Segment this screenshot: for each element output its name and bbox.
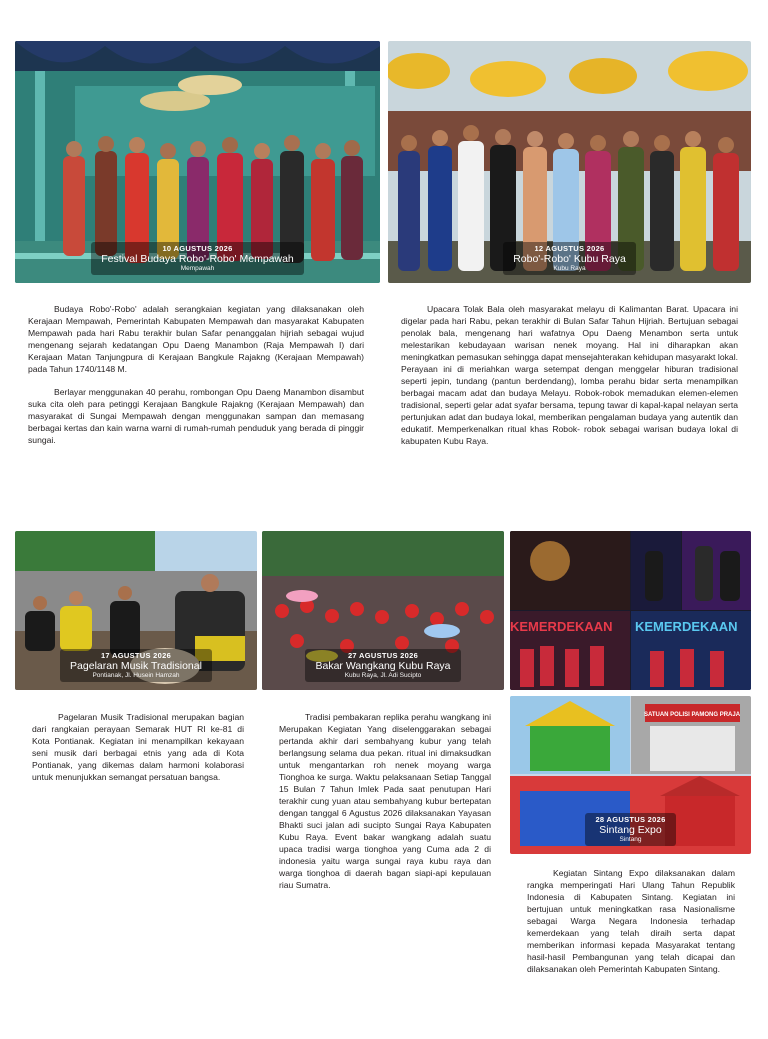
caption-date: 28 AGUSTUS 2026 [595,814,666,824]
article-mempawah [28,303,364,446]
article-bakar-wangkang [279,711,491,891]
photo-caption [510,813,751,846]
photo-caption [15,649,257,682]
caption-date: 10 AGUSTUS 2026 [162,243,233,253]
photo-pagelaran-musik [15,531,257,690]
caption-location: Sintang [619,836,642,843]
caption-location: Pontianak, Jl. Husein Hamzah [92,672,180,679]
caption-date: 17 AGUSTUS 2026 [100,650,172,660]
paragraph: Berlayar menggunakan 40 perahu, rombongan Opu Daeng Manambon disambut suka cita oleh para petinggi Kerajaan Bangkule Rajakng (Kerajaan Mempawah) dan masyarakat di Sungai Mempawah dengan menggunakan sampan dan memasang berbagai kertas dan kain warna warni di rumah-rumah penduduk yang berada di pinggir sungai. [28,387,364,445]
photo-sintang-expo [510,696,751,854]
caption-date: 27 AGUSTUS 2026 [347,650,419,660]
caption-title: Sintang Expo [599,823,662,836]
caption-location: Kubu Raya, Jl. Adi Sucipto [344,672,422,679]
caption-title: Pagelaran Musik Tradisional [70,659,202,672]
photo-caption [388,242,751,275]
photo-caption [15,242,380,275]
photo-concert-collage [510,531,751,690]
photo-robo-robo-mempawah [15,41,380,283]
photo-concert-illustration [510,531,751,690]
paragraph: Pagelaran Musik Tradisional merupakan bagian dari rangkaian perayaan Semarak HUT RI ke-81 di Kota Pontianak. Kegiatan ini menampilkan kekayaan seni musik dari berbagai etnis yang ada di Kota Pontianak, yang dikemas dalam harmoni kolaborasi untuk menunjukkan semangat persatuan bangsa. [32,712,244,782]
article-sintang-expo [527,867,735,975]
concert-banner-text-1: KEMERDEKAAN [510,619,613,634]
paragraph: Kegiatan Sintang Expo dilaksanakan dalam rangka memperingati Hari Ulang Tahun Republik Indonesia di Kabupaten Sintang. Kegiatan ini bertujuan untuk meningkatkan rasa Nasionalisme sebagai Warga Negara Indonesia terhadap kemerdekaan yang telah diraih serta dapat memberikan informasi kepada Masyarakat tentang hasil-hasil Pembangunan yang telah dicapai dan dilaksanakan oleh Pemerintah Kabupaten Sintang. [527,868,735,974]
paragraph: Budaya Robo'-Robo' adalah serangkaian kegiatan yang dilaksanakan oleh Kerajaan Mempawah, Pemerintah Kabupaten Mempawah dan masyarakat Kabupaten Mempawah pada hari Rabu terakhir bulan Safar penanggalan hijriah sebagai wujud mengenang sejarah kedatangan Opu Daeng Manambon (Raja Mempawah I) dari Kerajaan Matan Tanjungpura di Kerajaan Bangkule Rajakng (Kerajaan Mempawah) pada Tahun 1740/1148 M. [28,304,364,374]
caption-title: Festival Budaya Robo'-Robo' Mempawah [101,252,294,265]
photo-bakar-wangkang [262,531,504,690]
concert-banner-text-2: KEMERDEKAAN [635,619,738,634]
caption-title: Robo'-Robo' Kubu Raya [513,252,626,265]
article-pagelaran-musik [32,711,244,783]
caption-location: Mempawah [180,265,215,272]
caption-date: 12 AGUSTUS 2026 [534,243,605,253]
paragraph: Upacara Tolak Bala oleh masyarakat melayu di Kalimantan Barat. Upacara ini digelar pada hari Rabu, pekan terakhir di Bulan Safar Tahun Hijriah. Bertujuan sebagai penolak bala, mengenang hari wafatnya Opu Daeng Menambon serta untuk melestarikan kebudayaan warisan nenek moyang. Hal ini diharapkan akan meningkatkan pemasukan sehingga dapat mensejahterakan kehidupan masyarakt lokal. Perayaan ini di meriahkan warga setempat dengan menggelar hiburan tradisional seperti jepin, tundang (pantun berdendang), lomba perahu bidar serta menampilkan berbagai macam adat dan budaya Melayu. Robok-robok memadukan elemen-elemen tradisional, seperti gelar adat syafar bersama, tepung tawar di kapal-kapal nelayan serta pertunjukan adat dan budaya lokal, memberikan pengalaman budaya yang autentik dan edukatif. Memperkenalkan ritual khas Robok- robok sebagai warisan budaya lokal di kabupaten Kubu Raya. [401,304,738,446]
caption-title: Bakar Wangkang Kubu Raya [315,659,451,672]
paragraph: Tradisi pembakaran replika perahu wangkang ini Merupakan Kegiatan Yang diselenggarakan sebagai pertanda akhir dari sembahyang kubur yang telah berlangsung selama dua pekan. ritual ini dimaksudkan untuk mengantarkan roh nenek moyang warga Tionghoa ke surga. Waktu pelaksanaan Setiap Tanggal 15 Bulan 7 Tahun Imlek Pada saat penutupan Hari terakhir cung yuan atau sembahyang kubur bertepatan dengan tanggal 6 Agustus 2026 dilaksanakan Yayasan Bhakti suci jalan adi sucipto Sungai Raya Kabupaten Kubu Raya. Event bakar wangkang adalah suatu upaca tradisi warga tionghoa yang Cuma ada 2 di indonesia yaitu warga sungai raya kubu raya dan warga tionghoa di daerah bagan siapi-api kepulauan riau Sumatra. [279,712,491,890]
photo-caption [262,649,504,682]
satpol-pp-signboard: SATUAN POLISI PAMONG PRAJA [643,712,741,718]
photo-robo-robo-kubu-raya [388,41,751,283]
article-kubu-raya [401,303,738,447]
caption-location: Kubu Raya [553,265,586,272]
